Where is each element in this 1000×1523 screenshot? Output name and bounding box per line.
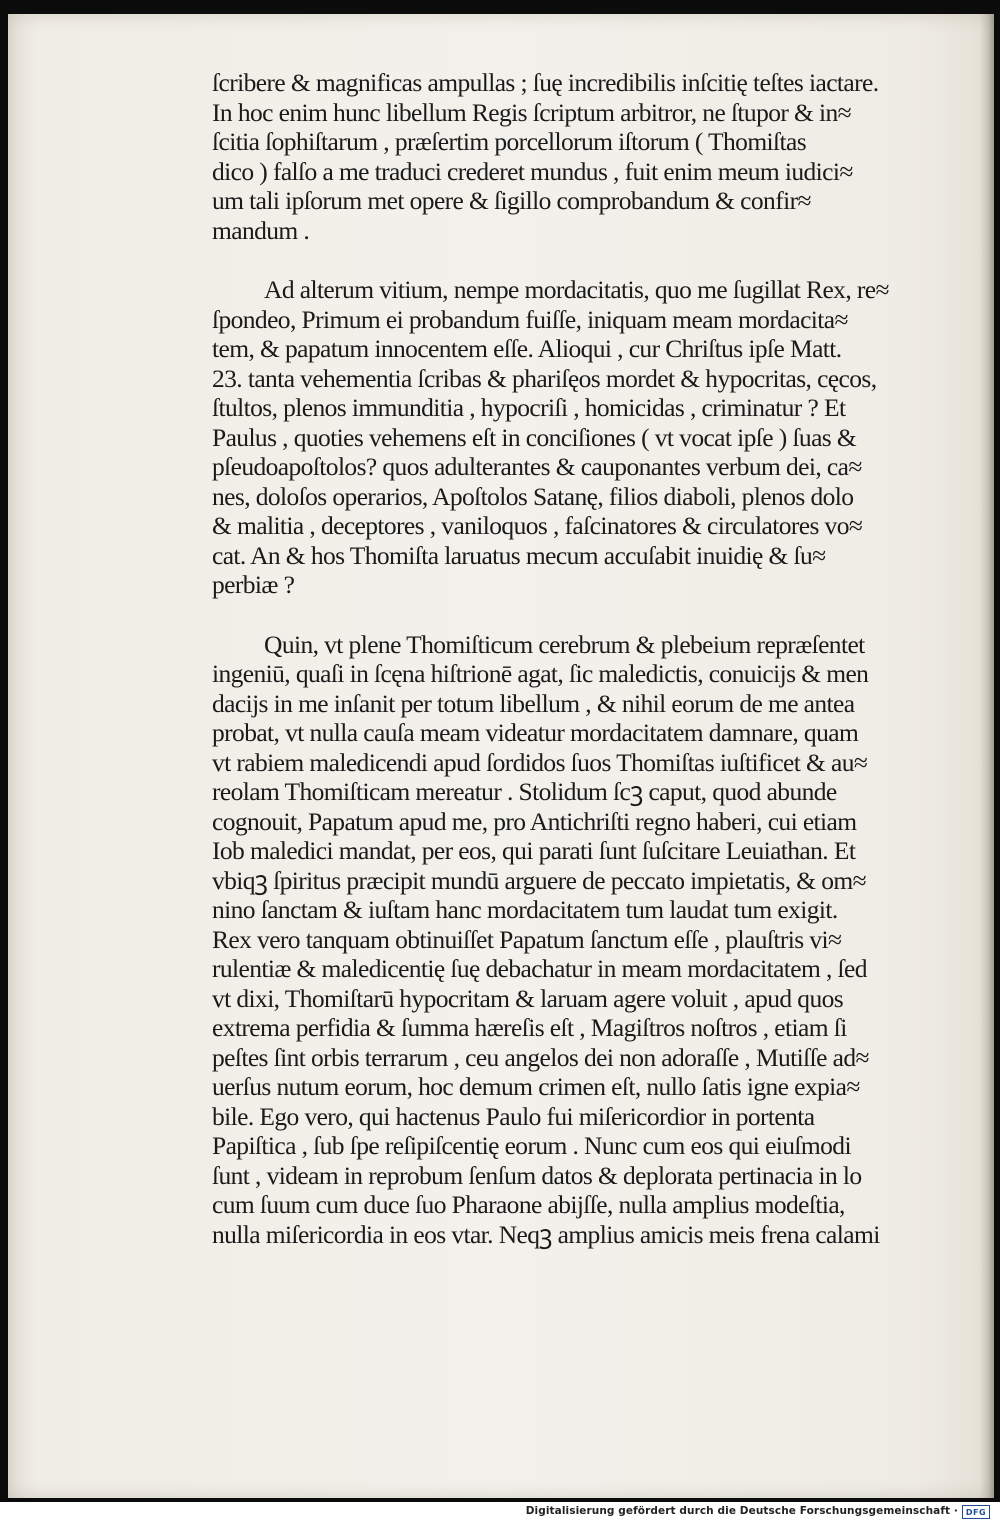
text-line: probat, vt nulla cauſa meam videatur mordacitatem damnare, quam — [212, 718, 859, 747]
text-line: peſtes ſint orbis terrarum , ceu angelos dei non adoraſſe , Mutiſſe ad≈ — [212, 1042, 869, 1072]
text-line: vt dixi, Thomiſtarū hypocritam & laruam agere voluit , apud quos — [212, 983, 844, 1013]
text-line: tem, & papatum innocentem eſſe. Alioqui , cur Chriſtus ipſe Matt. — [212, 334, 842, 363]
text-line: mandum . — [212, 215, 310, 245]
text-line: pſeudoapoſtolos? quos adulterantes & cauponantes verbum dei, ca≈ — [212, 452, 862, 481]
text-line: Iob maledici mandat, per eos, qui parati ſunt ſuſcitare Leuiathan. Et — [212, 836, 856, 865]
text-line: ſcribere & magnificas ampullas ; ſuę incredibilis inſcitię teſtes iactare. — [212, 68, 879, 97]
text-line: ingeniū, quaſi in ſcęna hiſtrionē agat, ſic maledictis, conuicijs & men — [212, 659, 869, 688]
text-line: Paulus , quoties vehemens eſt in conciſiones ( vt vocat ipſe ) ſuas & — [212, 422, 857, 452]
text-line: ſunt , videam in reprobum ſenſum datos & deplorata pertinacia in lo — [212, 1160, 862, 1190]
text-line: extrema perfidia & ſumma hæreſis eſt , Magiſtros noſtros , etiam ſi — [212, 1013, 847, 1042]
paragraph-gap — [212, 600, 952, 630]
text-line: uerſus nutum eorum, hoc demum crimen eſt, nullo ſatis igne expia≈ — [212, 1072, 860, 1101]
text-line: Rex vero tanquam obtinuiſſet Papatum ſanctum eſſe , plauſtris vi≈ — [212, 924, 842, 954]
text-line: In hoc enim hunc libellum Regis ſcriptum arbitror, ne ſtupor & in≈ — [212, 97, 852, 127]
text-line: cat. An & hos Thomiſta laruatus mecum accuſabit inuidię & ſu≈ — [212, 540, 826, 570]
text-line: Papiſtica , ſub ſpe reſipiſcentię eorum . Nunc cum eos qui eiuſmodi — [212, 1131, 851, 1160]
footer-bar — [0, 1502, 1000, 1523]
text-line: bile. Ego vero, qui hactenus Paulo fui miſericordior in portenta — [212, 1101, 815, 1131]
funding-credit: Digitalisierung gefördert durch die Deutsche Forschungsgemeinschaft · — [525, 1505, 958, 1517]
text-line: & malitia , deceptores , vaniloquos , faſcinatores & circulatores vo≈ — [212, 511, 863, 540]
text-line: reolam Thomiſticam mereatur . Stolidum ſcꝫ caput, quod abunde — [212, 777, 837, 806]
text-line: rulentiæ & maledicentię ſuę debachatur in meam mordacitatem , ſed — [212, 954, 867, 983]
text-line: ſpondeo, Primum ei probandum fuiſſe, iniquam meam mordacita≈ — [212, 304, 848, 334]
text-line: nes, doloſos operarios, Apoſtolos Satanę, filios diaboli, plenos dolo — [212, 481, 854, 511]
dfg-logo-text: DFG — [965, 1507, 987, 1517]
text-line: nino ſanctam & iuſtam hanc mordacitatem tum laudat tum exigit. — [212, 895, 838, 924]
text-line: perbiæ ? — [212, 570, 295, 599]
text-line: vbiqꝫ ſpiritus præcipit mundū arguere de peccato impietatis, & om≈ — [212, 865, 867, 895]
page-text — [212, 68, 952, 1249]
paragraph-first-line: Ad alterum vitium, nempe mordacitatis, quo me ſugillat Rex, re≈ — [264, 275, 889, 304]
dfg-logo[interactable] — [962, 1505, 990, 1519]
paragraph-first-line: Quin, vt plene Thomiſticum cerebrum & plebeium repræſentet — [264, 629, 865, 659]
text-line: nulla miſericordia in eos vtar. Neqꝫ amplius amicis meis frena calami — [212, 1219, 880, 1249]
paragraph-gap — [212, 245, 952, 275]
text-line: dacijs in me inſanit per totum libellum , & nihil eorum de me antea — [212, 688, 855, 718]
text-line: cognouit, Papatum apud me, pro Antichriſti regno haberi, cui etiam — [212, 806, 857, 836]
text-line: ſcitia ſophiſtarum , præſertim porcellorum iſtorum ( Thomiſtas — [212, 127, 807, 156]
text-line: dico ) falſo a me traduci crederet mundus , fuit enim meum iudici≈ — [212, 156, 853, 186]
text-line: vt rabiem maledicendi apud ſordidos ſuos Thomiſtas iuſtificet & au≈ — [212, 747, 868, 777]
page-edge-shadow — [980, 14, 994, 1498]
text-line: um tali ipſorum met opere & ſigillo comprobandum & confir≈ — [212, 186, 811, 215]
text-line: cum ſuum cum duce ſuo Pharaone abijſſe, nulla amplius modeſtia, — [212, 1190, 845, 1219]
text-line: 23. tanta vehementia ſcribas & phariſęos mordet & hypocritas, cęcos, — [212, 363, 877, 393]
text-line: ſtultos, plenos immunditia , hypocriſi , homicidas , criminatur ? Et — [212, 393, 846, 422]
